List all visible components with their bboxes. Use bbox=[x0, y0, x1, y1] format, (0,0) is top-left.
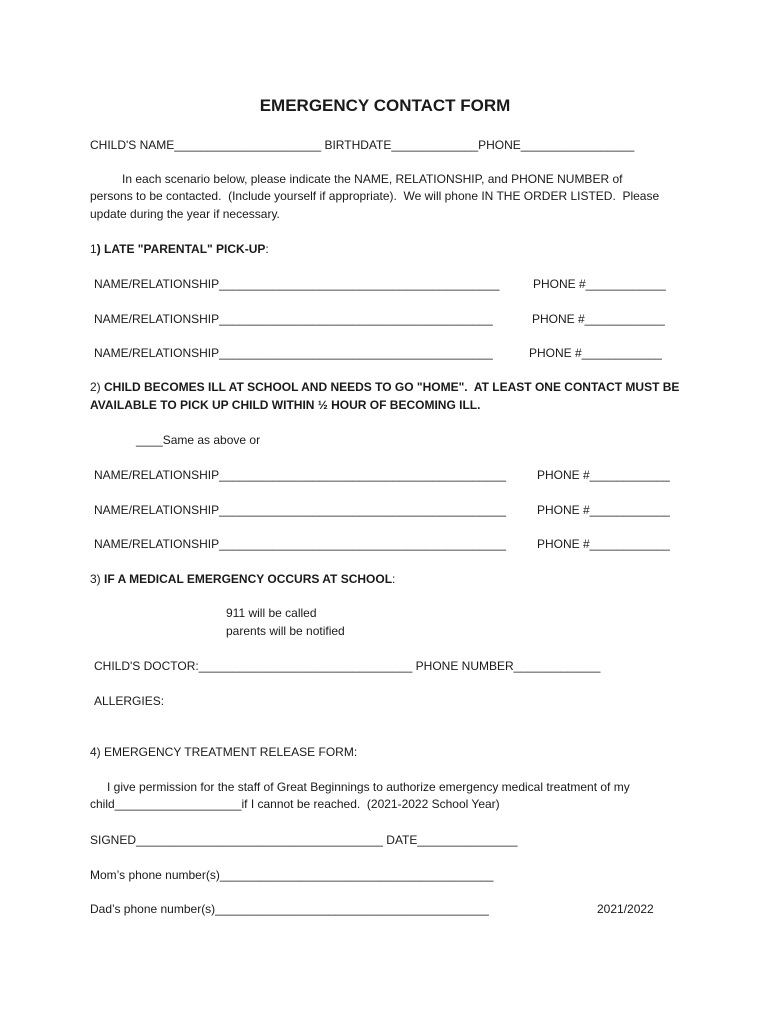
section1-phone-field-2[interactable]: PHONE #____________ bbox=[532, 312, 665, 326]
section2-name-field-1[interactable]: NAME/RELATIONSHIP___________________________________________ bbox=[94, 468, 507, 482]
section3-number: 3) bbox=[90, 572, 105, 586]
section2-phone-field-2[interactable]: PHONE #____________ bbox=[537, 503, 670, 517]
section1-number: 1 bbox=[90, 242, 97, 256]
child-info-line: CHILD'S NAME______________________ BIRTHDATE_____________PHONE_________________ bbox=[90, 138, 635, 152]
section4-heading: 4) EMERGENCY TREATMENT RELEASE FORM: bbox=[90, 745, 358, 759]
section1-name-field-3[interactable]: NAME/RELATIONSHIP_________________________________________ bbox=[94, 346, 493, 360]
signature-date-field[interactable]: SIGNED_____________________________________ DATE_______________ bbox=[90, 833, 518, 847]
permission-line-1: I give permission for the staff of Great Beginnings to authorize emergency medical treatment of my bbox=[107, 780, 630, 794]
section2-number: 2) bbox=[90, 380, 105, 394]
form-title: EMERGENCY CONTACT FORM bbox=[259, 96, 511, 115]
section1-colon: : bbox=[265, 242, 269, 256]
section1-phone-field-1[interactable]: PHONE #____________ bbox=[533, 277, 666, 291]
mom-phone-field[interactable]: Mom’s phone number(s)_________________________________________ bbox=[90, 868, 494, 882]
section2-name-field-2[interactable]: NAME/RELATIONSHIP___________________________________________ bbox=[94, 503, 507, 517]
doctor-field[interactable]: CHILD'S DOCTOR:________________________________ PHONE NUMBER_____________ bbox=[94, 659, 601, 673]
section1-name-field-1[interactable]: NAME/RELATIONSHIP__________________________________________ bbox=[94, 277, 500, 291]
section2-phone-field-1[interactable]: PHONE #____________ bbox=[537, 468, 670, 482]
note-911: 911 will be called bbox=[226, 606, 317, 620]
section2-heading-line-1 bbox=[90, 380, 679, 394]
section1-phone-field-3[interactable]: PHONE #____________ bbox=[529, 346, 662, 360]
permission-line-2[interactable]: child___________________if I cannot be reached. (2021-2022 School Year) bbox=[90, 797, 500, 811]
section1-title: ) LATE "PARENTAL" PICK-UP bbox=[96, 242, 266, 256]
dad-phone-field[interactable]: Dad’s phone number(s)_________________________________________ bbox=[90, 902, 489, 916]
section3-title: IF A MEDICAL EMERGENCY OCCURS AT SCHOOL bbox=[104, 572, 393, 586]
section2-name-field-3[interactable]: NAME/RELATIONSHIP___________________________________________ bbox=[94, 537, 507, 551]
intro-line-3: update during the year if necessary. bbox=[90, 207, 280, 221]
section1-heading bbox=[90, 242, 269, 256]
section2-title-1: CHILD BECOMES ILL AT SCHOOL AND NEEDS TO GO "HOME". AT LEAST ONE CONTACT MUST BE bbox=[104, 380, 680, 394]
intro-line-2: persons to be contacted. (Include yourself if appropriate). We will phone IN THE ORDER LISTED. Please bbox=[90, 189, 660, 203]
intro-line-1: In each scenario below, please indicate the NAME, RELATIONSHIP, and PHONE NUMBER of bbox=[122, 172, 623, 186]
note-parents-notified: parents will be notified bbox=[226, 624, 345, 638]
school-year-label: 2021/2022 bbox=[597, 902, 654, 916]
same-as-above-option[interactable]: ____Same as above or bbox=[136, 433, 261, 447]
section3-heading bbox=[90, 572, 395, 586]
section3-colon: : bbox=[392, 572, 396, 586]
section2-phone-field-3[interactable]: PHONE #____________ bbox=[537, 537, 670, 551]
section1-name-field-2[interactable]: NAME/RELATIONSHIP_________________________________________ bbox=[94, 312, 493, 326]
section2-heading-line-2: AVAILABLE TO PICK UP CHILD WITHIN ½ HOUR OF BECOMING ILL. bbox=[90, 398, 481, 412]
allergies-field[interactable]: ALLERGIES: bbox=[94, 694, 165, 708]
